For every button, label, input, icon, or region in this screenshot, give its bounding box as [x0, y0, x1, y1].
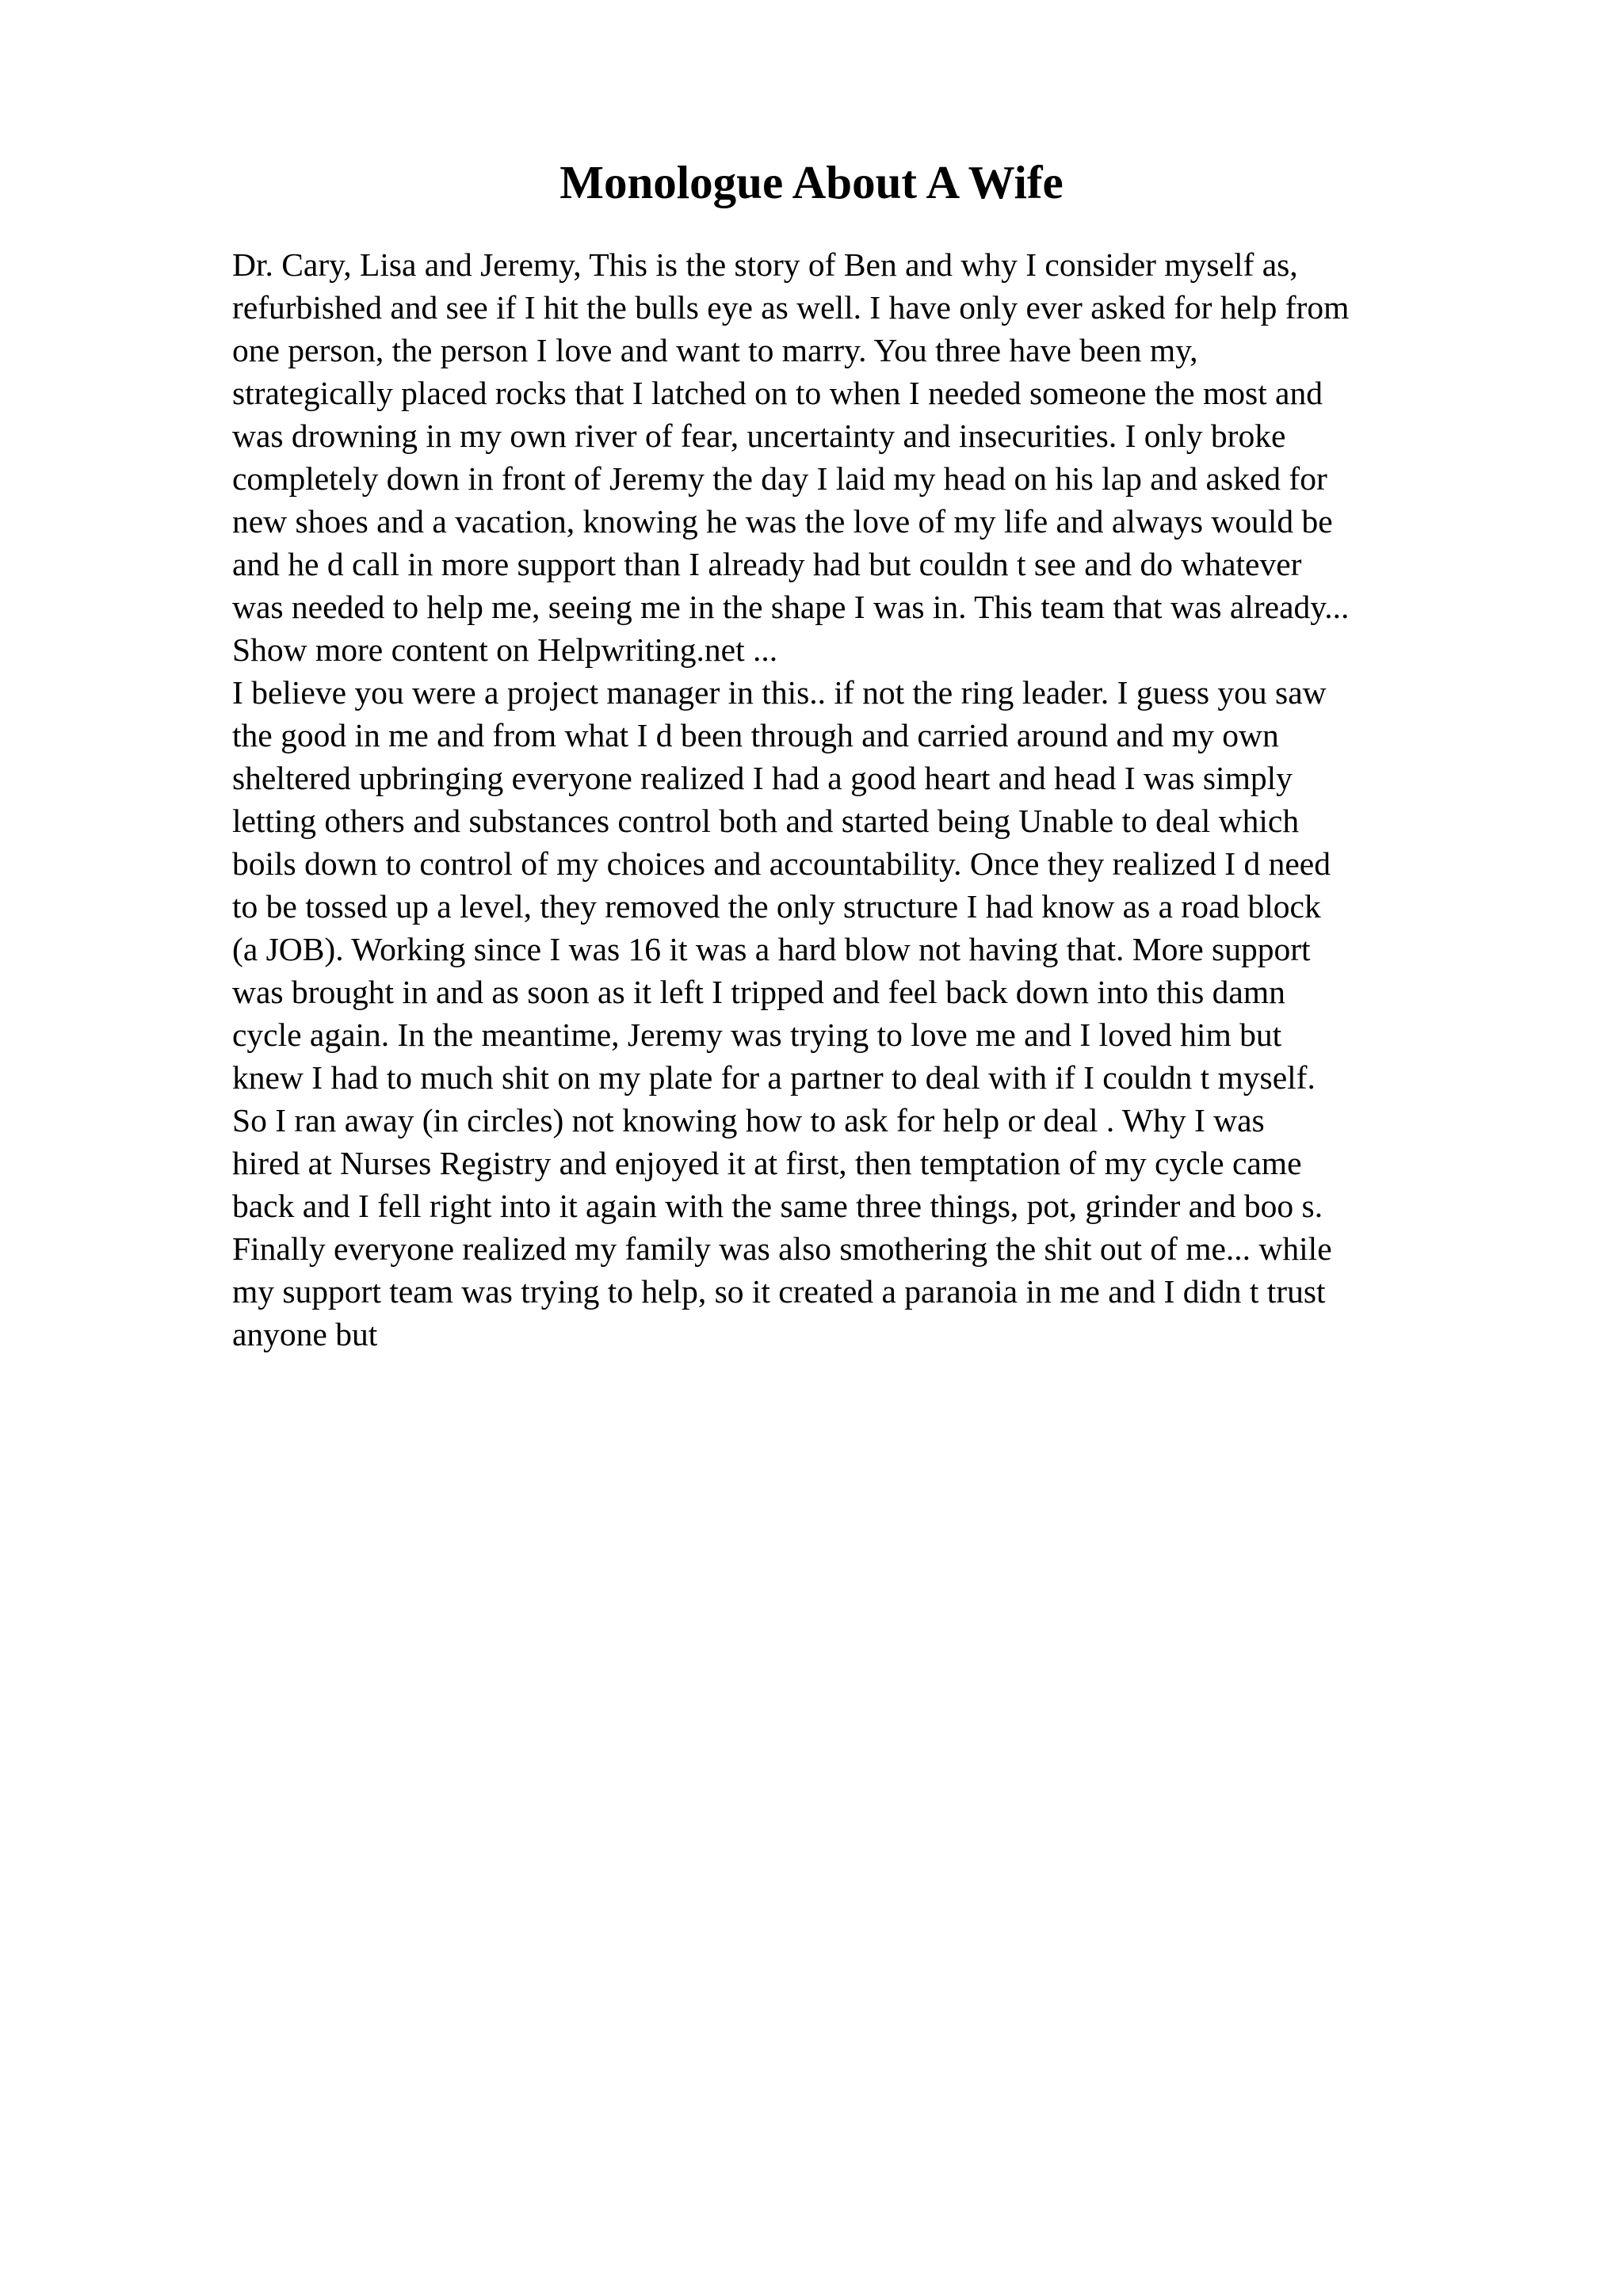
document-title: Monologue About A Wife — [559, 156, 1064, 208]
body-line: one person, the person I love and want to marry. You three have been my, — [232, 332, 1198, 368]
body-line: refurbished and see if I hit the bulls eye as well. I have only ever asked for help from — [232, 289, 1350, 326]
body-line: letting others and substances control both and started being Unable to deal which — [232, 803, 1300, 839]
body-line: strategically placed rocks that I latched on to when I needed someone the most and — [232, 375, 1323, 411]
body-line: the good in me and from what I d been through and carried around and my own — [232, 717, 1279, 753]
body-line: sheltered upbringing everyone realized I had a good heart and head I was simply — [232, 760, 1293, 796]
body-line: knew I had to much shit on my plate for a partner to deal with if I couldn t myself. — [232, 1059, 1316, 1096]
body-line: new shoes and a vacation, knowing he was the love of my life and always would be — [232, 503, 1333, 540]
body-line: and he d call in more support than I already had but couldn t see and do whatever — [232, 546, 1302, 582]
document-body — [232, 243, 1516, 1356]
body-line: was brought in and as soon as it left I tripped and feel back down into this damn — [232, 974, 1285, 1010]
body-line: hired at Nurses Registry and enjoyed it at first, then temptation of my cycle came — [232, 1145, 1302, 1181]
body-line: I believe you were a project manager in this.. if not the ring leader. I guess you saw — [232, 674, 1327, 711]
body-line: my support team was trying to help, so it created a paranoia in me and I didn t trust — [232, 1273, 1326, 1310]
body-line: to be tossed up a level, they removed the only structure I had know as a road block — [232, 888, 1321, 925]
body-line: anyone but — [232, 1316, 378, 1352]
show-more-line: Show more content on Helpwriting.net ... — [232, 631, 778, 668]
body-line: back and I fell right into it again with the same three things, pot, grinder and boo s. — [232, 1188, 1323, 1224]
body-line: cycle again. In the meantime, Jeremy was trying to love me and I loved him but — [232, 1016, 1282, 1053]
body-line: Dr. Cary, Lisa and Jeremy, This is the story of Ben and why I consider myself as, — [232, 246, 1298, 283]
body-line: boils down to control of my choices and accountability. Once they realized I d need — [232, 845, 1331, 882]
body-line: completely down in front of Jeremy the day I laid my head on his lap and asked for — [232, 460, 1327, 497]
body-line: (a JOB). Working since I was 16 it was a hard blow not having that. More support — [232, 931, 1311, 967]
body-line: Finally everyone realized my family was also smothering the shit out of me... while — [232, 1230, 1332, 1267]
body-line: So I ran away (in circles) not knowing how to ask for help or deal . Why I was — [232, 1102, 1265, 1138]
body-line: was drowning in my own river of fear, uncertainty and insecurities. I only broke — [232, 418, 1286, 454]
body-line: was needed to help me, seeing me in the shape I was in. This team that was already... — [232, 589, 1350, 625]
